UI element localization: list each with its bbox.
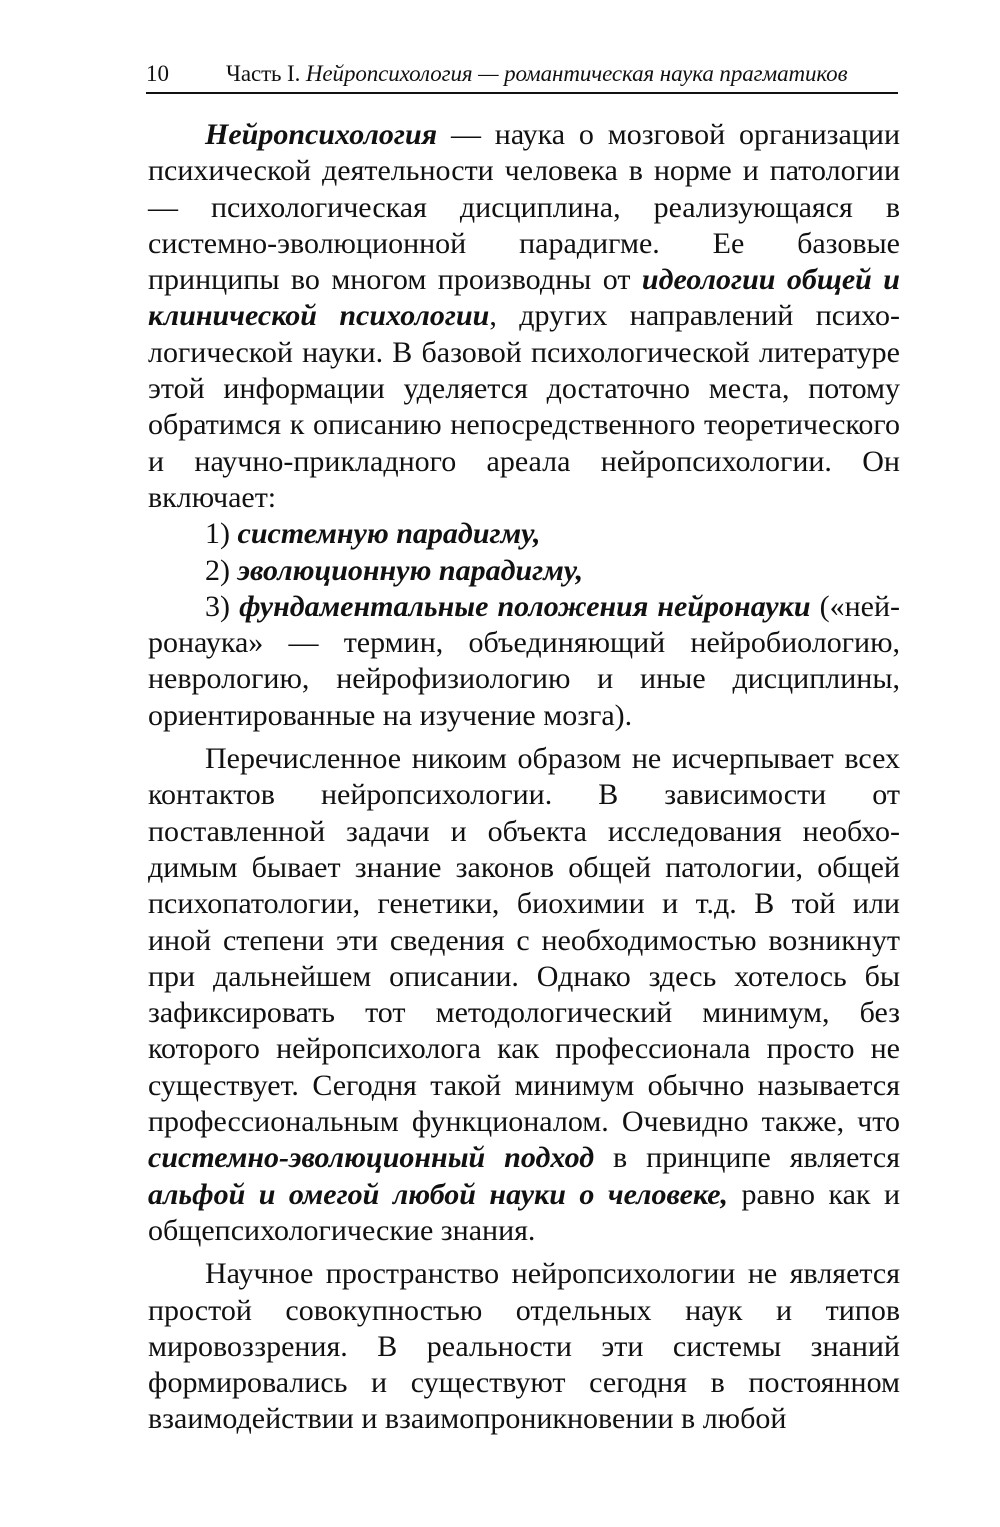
list-item xyxy=(148,589,900,734)
paragraph-definition xyxy=(148,117,900,516)
paragraph-text: равно как и общепсихологические знания. xyxy=(148,1177,900,1247)
body-text xyxy=(148,117,900,1438)
list-number: 3) xyxy=(205,589,230,623)
running-title xyxy=(226,56,847,92)
list-number: 2) xyxy=(205,553,230,587)
paragraph-contacts xyxy=(148,741,900,1249)
paragraph-text: Научное пространство нейропсихологии не является простой совокупностью отдельных наук и типов мировоззрения. В реальности эти системы знаний формировались и существуют сегодня в постоянном взаимодействии и взаимопроникновении в любой xyxy=(148,1257,900,1436)
list-item xyxy=(148,516,900,552)
paragraph-text: — наука о мозговой организации психической деятельности человека в норме и патологии — психологическая дисциплина, реализующаяся в системно-эволюционной парадигме. Ее базовые принципы во многом производны от xyxy=(148,118,900,297)
defined-term: Нейропсихология xyxy=(205,118,438,151)
part-label: Часть I. xyxy=(226,61,301,86)
list-number: 1) xyxy=(205,517,230,551)
paragraph-space xyxy=(148,1256,900,1437)
page-number: 10 xyxy=(146,61,169,86)
running-header xyxy=(146,56,898,94)
list-emphasis: эволюционную парадигму, xyxy=(237,553,584,587)
part-title: Нейропсихология — романтическая наука прагматиков xyxy=(305,61,848,86)
emphasis-text: системно-эволюционный подход xyxy=(148,1141,595,1175)
list-emphasis: фундаментальные положения нейронауки xyxy=(239,589,811,623)
paragraph-text: в принципе является xyxy=(594,1141,900,1175)
list-item xyxy=(148,553,900,589)
list-text: («нейронаука» — термин, объединяющий нейробиологию, неврологию, нейрофизиологию и иные дисциплины, ориентированные на изучение мозга). xyxy=(148,589,901,732)
paragraph-text: , других направлений психологической науки. В базовой психологической литературе этой информации уделяется достаточно места, потому обратимся к описанию непосредственного теоретического и научно-прикладного ареала нейропсихологии. Он включает: xyxy=(148,299,900,514)
emphasis-text: альфой и омегой любой науки о человеке, xyxy=(148,1177,729,1211)
emphasis-text: идеологии общей и клинической психологии xyxy=(148,263,900,333)
list-emphasis: системную парадигму, xyxy=(237,517,541,551)
paragraph-text: Перечисленное никоим образом не исчерпывает всех контактов нейропсихологии. В зависимости от поставленной задачи и объекта исследования необходимым бывает знание законов общей патологии, общей психопатологии, генетики, биохимии и т.д. В той или иной степени эти сведения с необходимостью возникнут при дальнейшем описании. Однако здесь хотелось бы зафиксировать тот методологический минимум, без которого нейропсихолога как профессионала просто не существует. Сегодня такой минимум обычно называется профессиональным функционалом. Очевидно также, что xyxy=(148,742,900,1139)
